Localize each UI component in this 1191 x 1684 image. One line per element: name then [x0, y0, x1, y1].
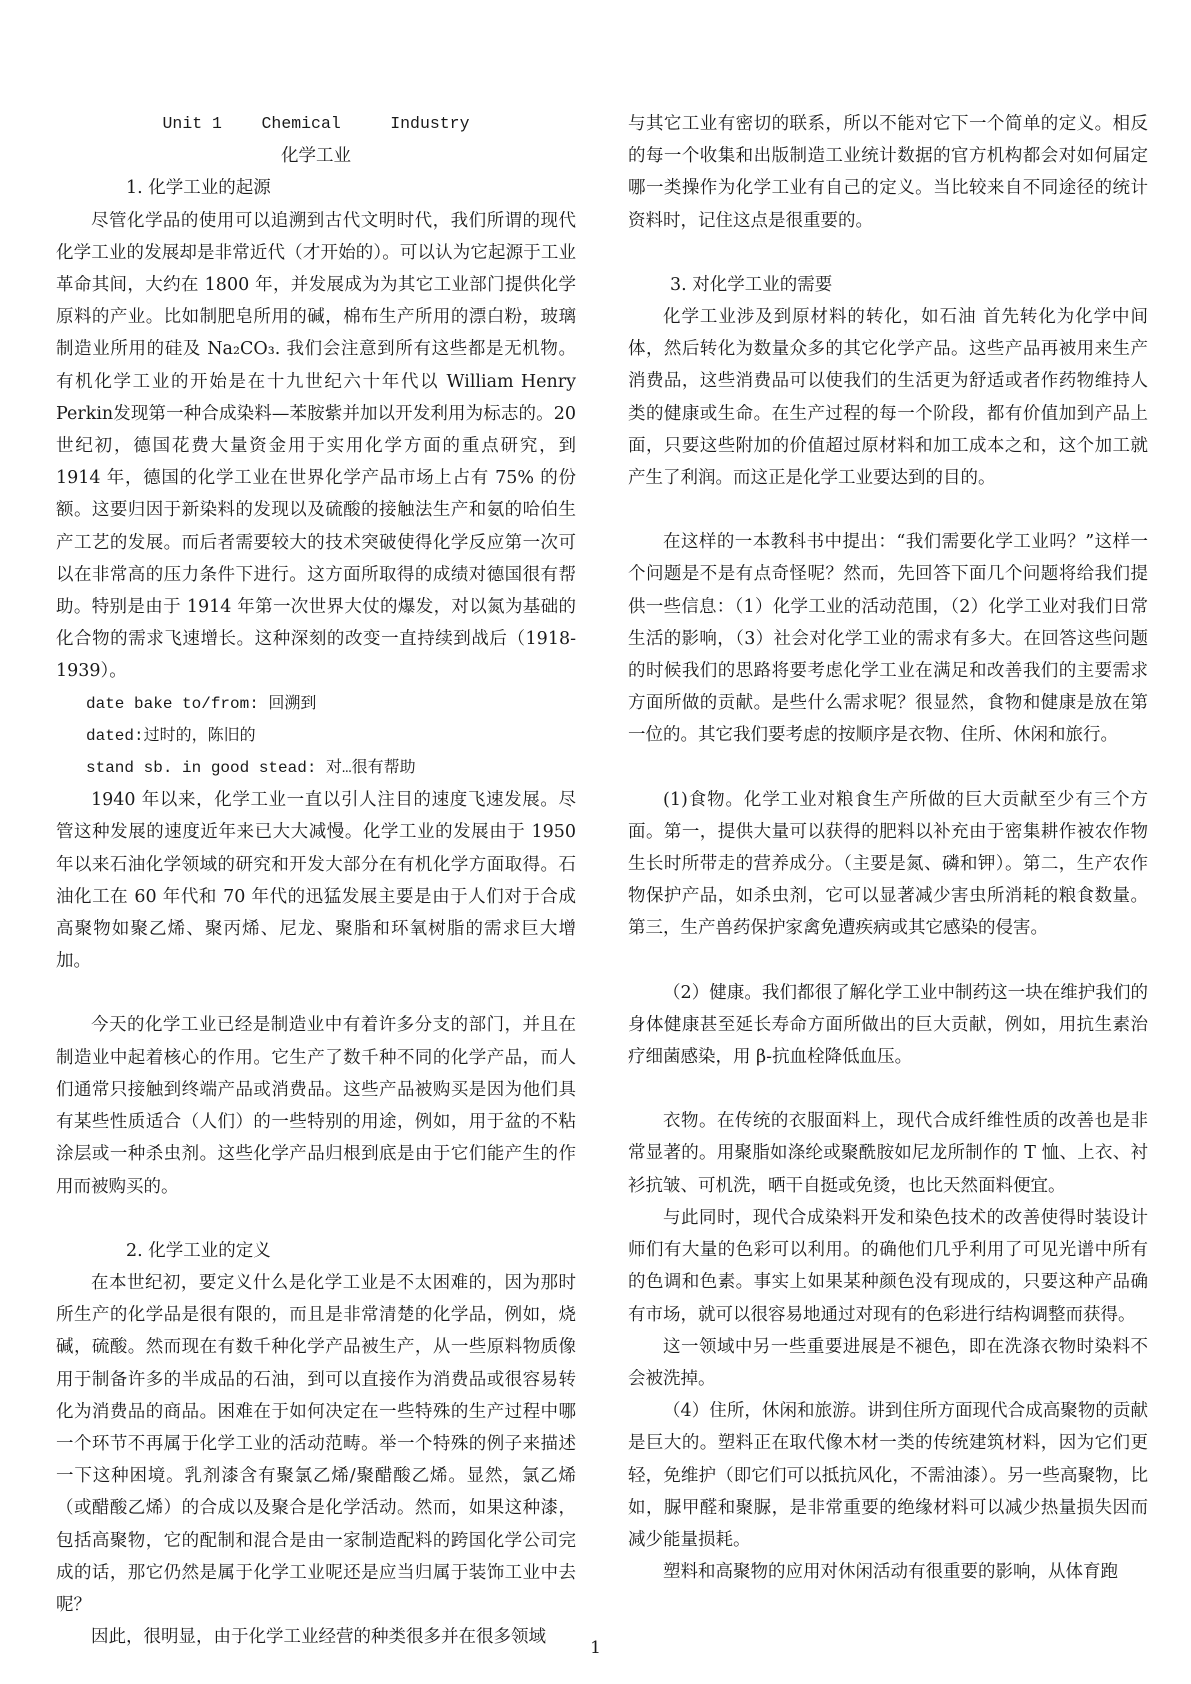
paragraph-health: （2）健康。我们都很了解化学工业中制药这一块在维护我们的身体健康甚至延长寿命方面所做出的巨大贡献，例如，用抗生素治疗细菌感染，用 β-抗血栓降低血压。 [628, 982, 1148, 1068]
paragraph-therefore: 因此，很明显，由于化学工业经营的种类很多并在很多领域 [91, 1627, 546, 1648]
paragraph-shelter: （4）住所，休闲和旅游。讲到住所方面现代合成高聚物的贡献是巨大的。塑料正在取代像木材一类的传统建筑材料，因为它们更轻，免维护（即它们可以抵抗风化，不需油漆）。另一些高聚物，比如，脲甲醛和聚脲，是非常重要的绝缘材料可以减少热量损失因而减少能量损耗。 [628, 1401, 1148, 1550]
paragraph-origin: 尽管化学品的使用可以追溯到古代文明时代，我们所谓的现代化学工业的发展却是非常近代（才开始的）。可以认为它起源于工业革命其间，大约在 1800 年，并发展成为为其它工业部门提供化学原料的产业。比如制肥皂所用的碱，棉布生产所用的漂白粉，玻璃制造业所用的硅及 Na₂CO₃. 我们会注意到所有这些都是无机物。有机化学工业的开始是在十九世纪六十年代以 William Henry Perkin发现第一种合成染料—苯胺紫并加以开发利用为标志的。20 世纪初，德国花费大量资金用于实用化学方面的重点研究，到 1914 年，德国的化学工业在世界化学产品市场上占有 75% 的份额。这要归因于新染料的发现以及硫酸的接触法生产和氨的哈伯生产工艺的发展。而后者需要较大的技术突破使得化学反应第一次可以在非常高的压力条件下进行。这方面所取得的成绩对德国很有帮助。特别是由于 1914 年第一次世界大仗的爆发，对以氮为基础的化合物的需求飞速增长。这种深刻的改变一直持续到战后（1918-1939）。 [56, 210, 576, 682]
page-number: 1 [590, 1638, 601, 1658]
paragraph-growth: 1940 年以来，化学工业一直以引人注目的速度飞速发展。尽管这种发展的速度近年来已大大减慢。化学工业的发展由于 1950 年以来石油化学领域的研究和开发大部分在有机化学方面取得。石油化工在 60 年代和 70 年代的迅猛发展主要是由于人们对于合成高聚物如聚乙烯、聚丙烯、尼龙、聚脂和环氧树脂的需求巨大增加。 [56, 790, 576, 972]
paragraph-today: 今天的化学工业已经是制造业中有着许多分支的部门，并且在制造业中起着核心的作用。它生产了数千种不同的化学产品，而人们通常只接触到终端产品或消费品。这些产品被购买是因为他们具有某些性质适合（人们）的一些特别的用途，例如，用于盆的不粘涂层或一种杀虫剂。这些化学产品归根到底是由于它们能产生的作用而被购买的。 [56, 1015, 576, 1197]
left-column [56, 108, 576, 1653]
section-heading-3: 3. 对化学工业的需要 [670, 274, 833, 295]
unit-subtitle: 化学工业 [281, 146, 351, 167]
paragraph-leisure: 塑料和高聚物的应用对休闲活动有很重要的影响，从体育跑 [663, 1562, 1118, 1583]
paragraph-definition-cont: 与其它工业有密切的联系，所以不能对它下一个简单的定义。相反的每一个收集和出版制造工业统计数据的官方机构都会对如何届定哪一类操作为化学工业有自己的定义。当比较来自不同途径的统计资料时，记住这点是很重要的。 [628, 114, 1148, 231]
unit-title: Unit 1 Chemical Industry [162, 114, 470, 133]
paragraph-definition: 在本世纪初，要定义什么是化学工业是不太困难的，因为那时所生产的化学品是很有限的，而且是非常清楚的化学品，例如，烧碱，硫酸。然而现在有数千种化学产品被生产，从一些原料物质像用于制备许多的半成品的石油，到可以直接作为消费品或很容易转化为消费品的商品。困难在于如何决定在一些特殊的生产过程中哪一个环节不再属于化学工业的活动范畴。举一个特殊的例子来描述一下这种困境。乳剂漆含有聚氯乙烯/聚醋酸乙烯。显然，氯乙烯（或醋酸乙烯）的合成以及聚合是化学活动。然而，如果这种漆，包括高聚物，它的配制和混合是由一家制造配料的跨国化学公司完成的话，那它仍然是属于化学工业呢还是应当归属于装饰工业中去呢？ [56, 1272, 576, 1615]
section-heading-2: 2. 化学工业的定义 [126, 1240, 271, 1261]
vocab-item-3: stand sb. in good stead: 对…很有帮助 [86, 759, 416, 778]
vocab-item-2: dated:过时的，陈旧的 [86, 726, 256, 745]
paragraph-dyes: 与此同时，现代合成染料开发和染色技术的改善使得时装设计师们有大量的色彩可以利用。的确他们几乎利用了可见光谱中所有的色调和色素。事实上如果某种颜色没有现成的，只要这种产品确有市场，就可以很容易地通过对现有的色彩进行结构调整而获得。 [628, 1207, 1148, 1325]
vocab-item-1: date bake to/from: 回溯到 [86, 694, 317, 713]
paragraph-question: 在这样的一本教科书中提出：“我们需要化学工业吗？”这样一个问题是不是有点奇怪呢？然而，先回答下面几个问题将给我们提供一些信息：（1）化学工业的活动范围，（2）化学工业对我们日常生活的影响，（3）社会对化学工业的需求有多大。在回答这些问题的时候我们的思路将要考虑化学工业在满足和改善我们的主要需求方面所做的贡献。是些什么需求呢？很显然，食物和健康是放在第一位的。其它我们要考虑的按顺序是衣物、住所、休闲和旅行。 [628, 532, 1148, 746]
section-heading-1: 1. 化学工业的起源 [126, 178, 271, 199]
paragraph-colorfast: 这一领域中另一些重要进展是不褪色，即在洗涤衣物时染料不会被洗掉。 [628, 1336, 1148, 1389]
paragraph-food: (1)食物。化学工业对粮食生产所做的巨大贡献至少有三个方面。第一，提供大量可以获得的肥料以补充由于密集耕作被农作物生长时所带走的营养成分。（主要是氮、磷和钾）。第二，生产农作物保护产品，如杀虫剂，它可以显著减少害虫所消耗的粮食数量。第三，生产兽药保护家禽免遭疾病或其它感染的侵害。 [628, 789, 1148, 939]
paragraph-clothing: 衣物。在传统的衣服面料上，现代合成纤维性质的改善也是非常显著的。用聚脂如涤纶或聚酰胺如尼龙所制作的 T 恤、上衣、衬衫抗皱、可机洗，晒干自挺或免烫，也比天然面料便宜。 [628, 1111, 1148, 1196]
paragraph-need: 化学工业涉及到原材料的转化，如石油 首先转化为化学中间体，然后转化为数量众多的其它化学产品。这些产品再被用来生产消费品，这些消费品可以使我们的生活更为舒适或者作药物维持人类的健康或生命。在生产过程的每一个阶段，都有价值加到产品上面，只要这些附加的价值超过原材料和加工成本之和，这个加工就产生了利润。而这正是化学工业要达到的目的。 [628, 307, 1148, 489]
right-column [628, 108, 1148, 1588]
